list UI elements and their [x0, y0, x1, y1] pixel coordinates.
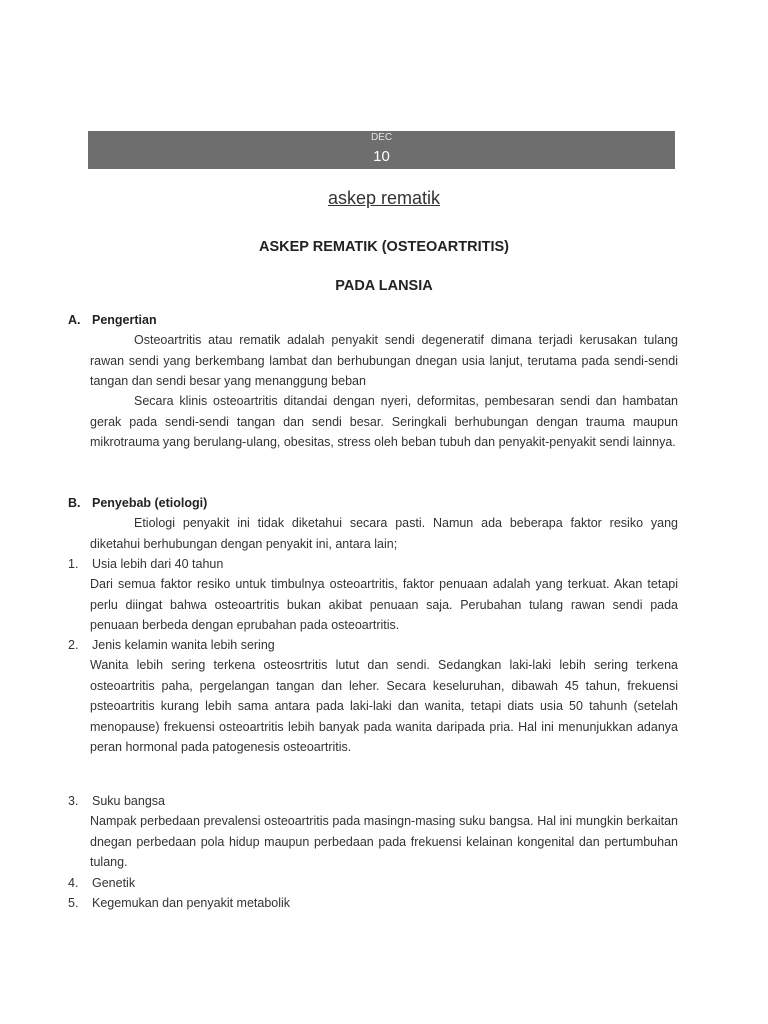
list-item-number: 4. [68, 876, 79, 890]
list-item [68, 638, 275, 652]
section-b-number: B. [68, 496, 81, 510]
list-item [68, 557, 223, 571]
list-item-text: Nampak perbedaan prevalensi osteoartritis pada masingn-masing suku bangsa. Hal ini mungkin berkaitan dnegan perbedaan pola hidup maupun perbedaan pada frekuensi kelainan kongenital dan pertumbuhan tulang. [90, 814, 678, 869]
list-item-title: Genetik [92, 876, 136, 890]
list-item [68, 876, 135, 890]
date-banner [88, 131, 675, 169]
list-item-title: Suku bangsa [92, 794, 165, 808]
list-item-title: Usia lebih dari 40 tahun [92, 557, 224, 571]
list-item-text: Dari semua faktor resiko untuk timbulnya osteoartritis, faktor penuaan adalah yang terkuat. Akan tetapi perlu diingat bahwa osteoartritis bukan akibat penuaan saja. Perubahan tulang rawan sendi pada penuaan berbeda dengan eprubahan pada osteoartritis. [90, 577, 678, 632]
list-item [68, 794, 165, 808]
section-a-paragraph-1: Osteoartritis atau rematik adalah penyakit sendi degeneratif dimana terjadi kerusakan tulang rawan sendi yang berkembang lambat dan berhubungan dnegan usia lanjut, terutama pada sendi-sendi tangan dan sendi besar yang menanggung beban [90, 333, 678, 388]
section-b-intro: Etiologi penyakit ini tidak diketahui secara pasti. Namun ada beberapa faktor resiko yang diketahui berhubungan dengan penyakit ini, antara lain; [90, 516, 678, 551]
post-title-link[interactable]: askep rematik [327, 188, 441, 208]
section-a-title [68, 313, 157, 327]
section-a-label: Pengertian [92, 313, 157, 327]
list-item-text: Wanita lebih sering terkena osteosrtritis lutut dan sendi. Sedangkan laki-laki lebih sering terkena osteoartritis paha, pergelangan tangan dan leher. Secara keseluruhan, dibawah 45 tahun, frekuensi psteoartritis kurang lebih sama antara pada laki-laki dan wanita, tetapi diats usia 50 tahunh (setelah menopause) frekuensi osteoartritis lebih banyak pada wanita daripada pria. Hal ini menunjukkan adanya peran hormonal pada patogenesis osteoartritis. [90, 658, 678, 754]
document-subheading: PADA LANSIA [335, 278, 433, 294]
date-month: DEC [370, 132, 393, 143]
section-b-label: Penyebab (etiologi) [92, 496, 208, 510]
date-day: 10 [373, 148, 390, 165]
list-item-title: Jenis kelamin wanita lebih sering [92, 638, 275, 652]
list-item [68, 896, 290, 910]
list-item-number: 5. [68, 896, 79, 910]
list-item-number: 2. [68, 638, 79, 652]
section-a-number: A. [68, 313, 81, 327]
list-item-number: 1. [68, 557, 79, 571]
list-item-title: Kegemukan dan penyakit metabolik [92, 896, 291, 910]
section-b-title [68, 496, 207, 510]
section-a-paragraph-2: Secara klinis osteoartritis ditandai dengan nyeri, deformitas, pembesaran sendi dan hambatan gerak pada sendi-sendi tangan dan sendi besar. Seringkali berhubungan dengan trauma maupun mikrotrauma yang berulang-ulang, obesitas, stress oleh beban tubuh dan penyakit-penyakit sendi lainnya. [90, 394, 678, 449]
document-heading: ASKEP REMATIK (OSTEOARTRITIS) [259, 239, 509, 255]
list-item-number: 3. [68, 794, 79, 808]
